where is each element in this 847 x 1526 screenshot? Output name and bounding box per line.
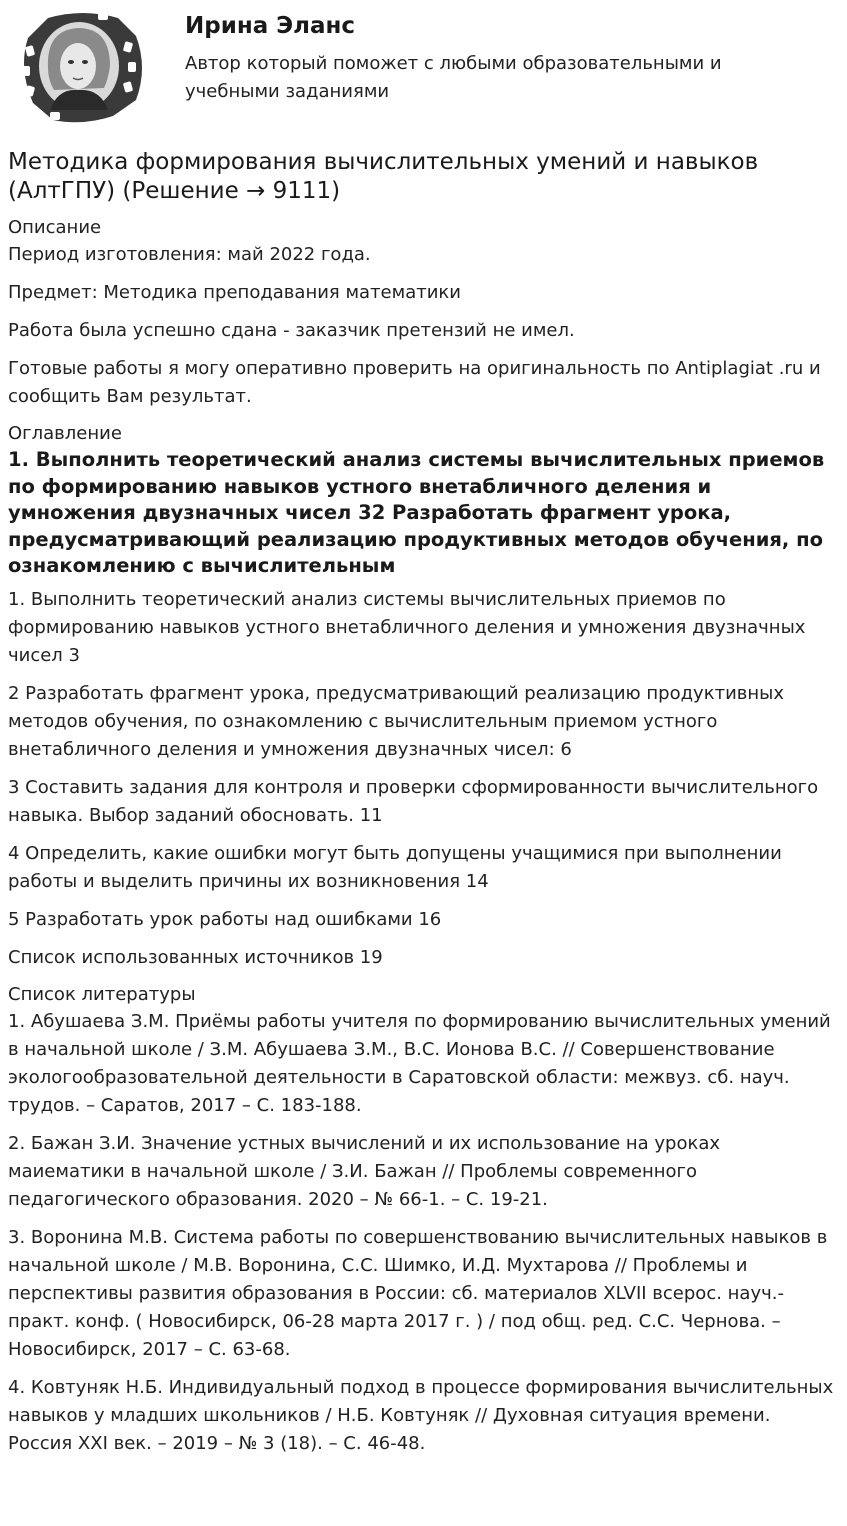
author-photo-icon (8, 8, 150, 126)
description-paragraph: Работа была успешно сдана - заказчик претензий не имел. (8, 320, 575, 341)
toc-item: 4 Определить, какие ошибки могут быть допущены учащимися при выполнении работы и выделить причины их возникновения 14 (8, 842, 782, 892)
author-avatar (8, 8, 150, 126)
page-title: Методика формирования вычислительных умений и навыков (АлтГПУ) (Решение → 9111) (8, 149, 759, 204)
literature-item: 3. Воронина М.В. Система работы по совершенствованию вычислительных навыков в начальной школе / М.В. Воронина, С.С. Шимко, И.Д. Мухтарова // Проблемы и перспективы развития образования в России: сб. материалов XLVII всерос. науч.-практ. конф. ( Новосибирск, 06-28 марта 2017 г. ) / под общ. ред. С.С. Чернова. – Новосибирск, 2017 – С. 63-68. (8, 1226, 828, 1360)
toc-heading: 1. Выполнить теоретический анализ системы вычислительных приемов по формированию навыков устного внетабличного деления и умножения двузначных чисел 32 Разработать фрагмент урока, предусматривающий реализацию продуктивных методов обучения, по ознакомлению с вычислительным (8, 448, 825, 577)
toc-item: Список использованных источников 19 (8, 946, 383, 968)
toc-item: 3 Составить задания для контроля и проверки сформированности вычислительного навыка. Выбор заданий обосновать. 11 (8, 776, 819, 826)
author-description: Автор который поможет с любыми образовательными и учебными заданиями (185, 53, 722, 102)
description-paragraph: Предмет: Методика преподавания математики (8, 282, 461, 303)
main-content (8, 148, 834, 1468)
toc-label: Оглавление (8, 423, 122, 444)
literature-label: Список литературы (8, 983, 196, 1005)
toc-item: 5 Разработать урок работы над ошибками 16 (8, 908, 442, 930)
literature-item: 4. Ковтуняк Н.Б. Индивидуальный подход в процессе формирования вычислительных навыков у младших школьников / Н.Б. Ковтуняк // Духовная ситуация времени. Россия XXI век. – 2019 – № 3 (18). – С. 46-48. (8, 1376, 834, 1454)
literature-item: 2. Бажан З.И. Значение устных вычислений и их использование на уроках маиематики в начальной школе / З.И. Бажан // Проблемы современного педагогического образования. 2020 – № 66-1. – С. 19-21. (8, 1132, 721, 1210)
author-name: Ирина Эланс (185, 13, 356, 39)
toc-item: 1. Выполнить теоретический анализ системы вычислительных приемов по формированию навыков устного внетабличного деления и умножения двузначных чисел 3 (8, 588, 806, 666)
toc-item: 2 Разработать фрагмент урока, предусматривающий реализацию продуктивных методов обучения, по ознакомлению с вычислительным приемом устного внетабличного деления и умножения двузначных чисел: 6 (8, 682, 785, 760)
literature-item: 1. Абушаева З.М. Приёмы работы учителя по формированию вычислительных умений в начальной школе / З.М. Абушаева З.М., В.С. Ионова В.С. // Совершенствование экологообразовательной деятельности в Саратовской области: межвуз. сб. науч. трудов. – Саратов, 2017 – С. 183-188. (8, 1010, 831, 1116)
description-paragraph: Период изготовления: май 2022 года. (8, 244, 371, 265)
author-header (0, 0, 847, 140)
description-label: Описание (8, 217, 102, 238)
description-paragraph: Готовые работы я могу оперативно проверить на оригинальность по Antiplagiat .ru и сообщить Вам результат. (8, 358, 821, 407)
